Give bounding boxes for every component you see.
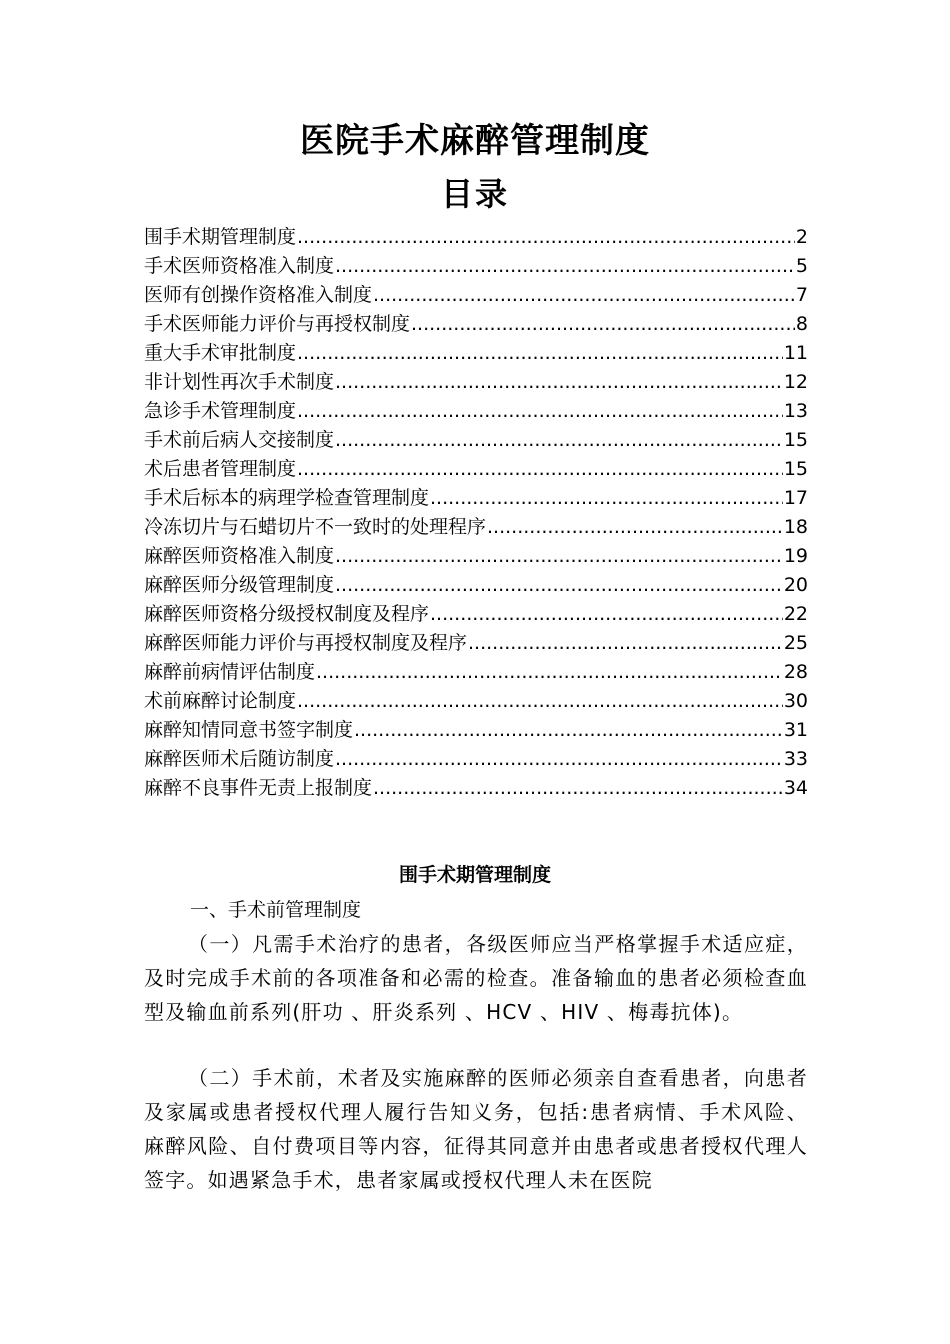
toc-entry-page: 28 xyxy=(783,661,808,683)
table-of-contents xyxy=(144,223,808,803)
toc-entry-page: 18 xyxy=(783,516,808,538)
toc-entry-page: 30 xyxy=(783,690,808,712)
toc-dot-leader xyxy=(335,571,783,600)
toc-entry[interactable] xyxy=(144,426,808,455)
toc-entry-label: 非计划性再次手术制度 xyxy=(144,371,335,393)
toc-entry-page: 15 xyxy=(783,458,808,480)
toc-entry-page: 31 xyxy=(783,719,808,741)
toc-dot-leader xyxy=(354,716,783,745)
toc-entry-page: 22 xyxy=(783,603,808,625)
toc-entry-page: 20 xyxy=(783,574,808,596)
toc-dot-leader xyxy=(468,629,783,658)
toc-dot-leader xyxy=(430,600,783,629)
toc-entry[interactable] xyxy=(144,455,808,484)
toc-dot-leader xyxy=(335,426,783,455)
toc-entry[interactable] xyxy=(144,774,808,803)
toc-entry-page: 5 xyxy=(795,255,808,277)
toc-entry[interactable] xyxy=(144,542,808,571)
toc-entry[interactable] xyxy=(144,281,808,310)
toc-entry[interactable] xyxy=(144,310,808,339)
paragraph-2: （二）手术前，术者及实施麻醉的医师必须亲自查看患者，向患者及家属或患者授权代理人履行告知义务，包括:患者病情、手术风险、麻醉风险、自付费项目等内容，征得其同意并由患者或患者授权代理人签字。如遇紧急手术，患者家属或授权代理人未在医院 xyxy=(144,1066,808,1192)
toc-entry-label: 麻醉前病情评估制度 xyxy=(144,661,316,683)
toc-entry-label: 手术前后病人交接制度 xyxy=(144,429,335,451)
toc-dot-leader xyxy=(430,484,783,513)
toc-dot-leader xyxy=(335,745,783,774)
toc-entry-page: 7 xyxy=(795,284,808,306)
toc-dot-leader xyxy=(297,455,783,484)
section-subheading: 一、手术前管理制度 xyxy=(190,899,362,921)
toc-entry-label: 手术后标本的病理学检查管理制度 xyxy=(144,487,430,509)
toc-entry-page: 11 xyxy=(783,342,808,364)
toc-dot-leader xyxy=(297,339,783,368)
toc-dot-leader xyxy=(373,774,783,803)
toc-entry[interactable] xyxy=(144,513,808,542)
toc-heading: 目录 xyxy=(440,175,509,213)
toc-entry[interactable] xyxy=(144,600,808,629)
toc-entry[interactable] xyxy=(144,223,808,252)
toc-dot-leader xyxy=(373,281,795,310)
toc-entry-page: 12 xyxy=(783,371,808,393)
toc-dot-leader xyxy=(316,658,783,687)
toc-entry-label: 术后患者管理制度 xyxy=(144,458,297,480)
toc-entry[interactable] xyxy=(144,484,808,513)
toc-entry-label: 麻醉医师能力评价与再授权制度及程序 xyxy=(144,632,468,654)
toc-entry-label: 麻醉医师术后随访制度 xyxy=(144,748,335,770)
toc-entry[interactable] xyxy=(144,571,808,600)
toc-entry-label: 急诊手术管理制度 xyxy=(144,400,297,422)
toc-entry[interactable] xyxy=(144,368,808,397)
toc-entry-label: 麻醉不良事件无责上报制度 xyxy=(144,777,373,799)
toc-entry[interactable] xyxy=(144,716,808,745)
document-title: 医院手术麻醉管理制度 xyxy=(300,121,650,161)
toc-entry-label: 麻醉医师资格准入制度 xyxy=(144,545,335,567)
paragraph-1: （一）凡需手术治疗的患者，各级医师应当严格掌握手术适应症，及时完成手术前的各项准备和必需的检查。准备输血的患者必须检查血型及输血前系列(肝功 、肝炎系列 、HCV 、HIV 、梅毒抗体)。 xyxy=(144,932,808,1024)
toc-dot-leader xyxy=(297,397,783,426)
toc-entry-label: 麻醉医师分级管理制度 xyxy=(144,574,335,596)
toc-entry[interactable] xyxy=(144,687,808,716)
toc-entry-page: 8 xyxy=(795,313,808,335)
toc-entry-page: 25 xyxy=(783,632,808,654)
toc-dot-leader xyxy=(335,542,783,571)
toc-entry-label: 围手术期管理制度 xyxy=(144,226,297,248)
toc-entry-page: 15 xyxy=(783,429,808,451)
toc-entry-label: 手术医师资格准入制度 xyxy=(144,255,335,277)
toc-entry-page: 19 xyxy=(783,545,808,567)
toc-entry-label: 冷冻切片与石蜡切片不一致时的处理程序 xyxy=(144,516,487,538)
toc-entry-label: 麻醉知情同意书签字制度 xyxy=(144,719,354,741)
toc-dot-leader xyxy=(297,223,795,252)
toc-dot-leader xyxy=(335,368,783,397)
toc-entry-label: 手术医师能力评价与再授权制度 xyxy=(144,313,411,335)
toc-entry-label: 重大手术审批制度 xyxy=(144,342,297,364)
toc-entry[interactable] xyxy=(144,658,808,687)
toc-entry[interactable] xyxy=(144,252,808,281)
toc-dot-leader xyxy=(335,252,795,281)
toc-entry-label: 医师有创操作资格准入制度 xyxy=(144,284,373,306)
toc-entry[interactable] xyxy=(144,339,808,368)
toc-entry-page: 2 xyxy=(795,226,808,248)
toc-entry-page: 33 xyxy=(783,748,808,770)
toc-dot-leader xyxy=(487,513,783,542)
toc-dot-leader xyxy=(411,310,795,339)
toc-entry-page: 34 xyxy=(783,777,808,799)
toc-entry-label: 术前麻醉讨论制度 xyxy=(144,690,297,712)
toc-entry[interactable] xyxy=(144,745,808,774)
toc-entry[interactable] xyxy=(144,397,808,426)
toc-entry-page: 13 xyxy=(783,400,808,422)
section-title: 围手术期管理制度 xyxy=(398,864,551,886)
toc-entry-page: 17 xyxy=(783,487,808,509)
toc-entry[interactable] xyxy=(144,629,808,658)
toc-dot-leader xyxy=(297,687,783,716)
toc-entry-label: 麻醉医师资格分级授权制度及程序 xyxy=(144,603,430,625)
